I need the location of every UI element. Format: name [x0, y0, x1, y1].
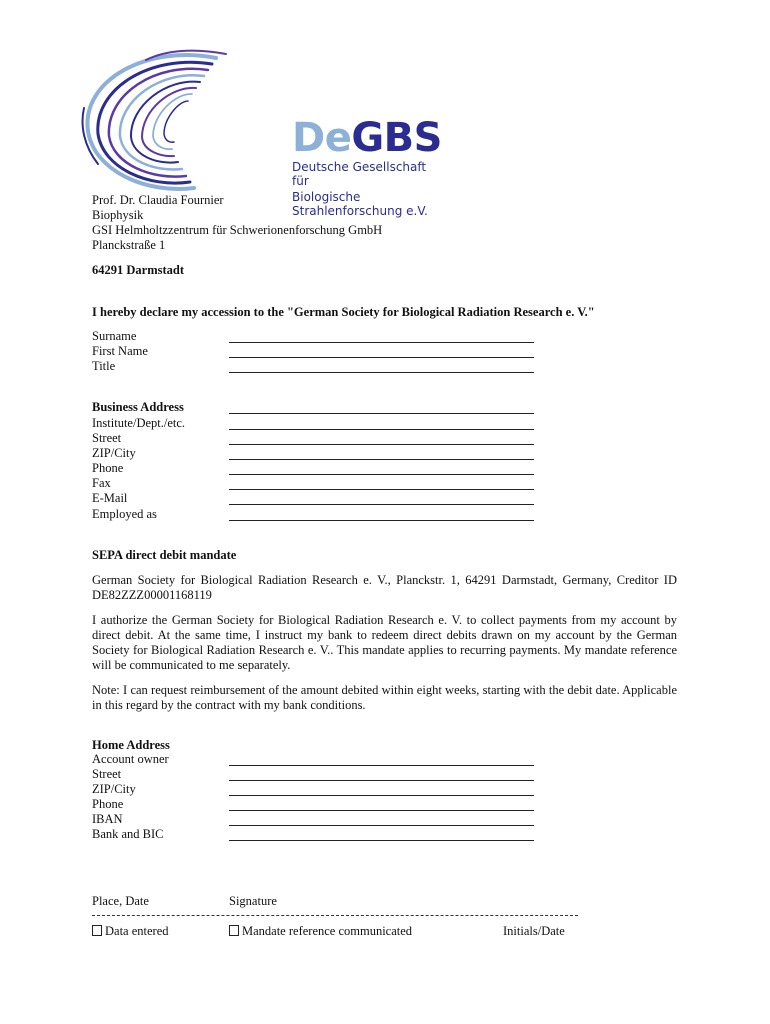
data-entered-label: Data entered: [105, 924, 169, 938]
field-line[interactable]: [229, 357, 534, 358]
title-field[interactable]: [92, 359, 534, 374]
field-label: IBAN: [92, 812, 123, 826]
field-label: Phone: [92, 797, 124, 811]
business-phone-field[interactable]: [92, 461, 534, 476]
checkbox-icon[interactable]: [92, 925, 102, 936]
data-entered-item[interactable]: [92, 924, 169, 939]
bank-bic-field[interactable]: [92, 827, 534, 842]
recipient-city: 64291 Darmstadt: [92, 263, 185, 277]
field-label: E-Mail: [92, 491, 128, 505]
logo-wordmark: [292, 115, 442, 218]
iban-field[interactable]: [92, 812, 534, 827]
first-name-field[interactable]: [92, 344, 534, 359]
business-address-heading: [92, 400, 534, 415]
field-line[interactable]: [229, 765, 534, 766]
employed-as-field[interactable]: [92, 507, 534, 522]
field-label: Account owner: [92, 752, 169, 766]
field-line[interactable]: [229, 459, 534, 460]
signature-divider: [92, 915, 578, 916]
account-owner-field[interactable]: [92, 752, 534, 767]
field-label: Fax: [92, 476, 111, 490]
field-line: [229, 413, 534, 414]
recipient-dept: Biophysik: [92, 208, 144, 222]
fax-field[interactable]: [92, 476, 534, 491]
field-line[interactable]: [229, 444, 534, 445]
field-label: Street: [92, 431, 122, 445]
field-line[interactable]: [229, 489, 534, 490]
field-line[interactable]: [229, 795, 534, 796]
field-line[interactable]: [229, 372, 534, 373]
field-label: Employed as: [92, 507, 157, 521]
surname-field[interactable]: [92, 329, 534, 344]
business-zip-city-field[interactable]: [92, 446, 534, 461]
field-label: First Name: [92, 344, 148, 358]
field-line[interactable]: [229, 504, 534, 505]
mandate-reference-item[interactable]: [229, 924, 412, 939]
field-label: Phone: [92, 461, 124, 475]
field-line[interactable]: [229, 825, 534, 826]
field-line[interactable]: [229, 780, 534, 781]
field-label: ZIP/City: [92, 446, 136, 460]
logo-brand-gbs: GBS: [351, 115, 442, 161]
creditor-paragraph: German Society for Biological Radiation Research e. V., Planckstr. 1, 64291 Darmstadt, Germany, Creditor ID DE82ZZZ00001168119: [92, 573, 677, 602]
field-label: Surname: [92, 329, 137, 343]
field-label: ZIP/City: [92, 782, 136, 796]
home-street-field[interactable]: [92, 767, 534, 782]
field-line[interactable]: [229, 474, 534, 475]
mandate-reference-label: Mandate reference communicated: [242, 924, 413, 938]
recipient-name: Prof. Dr. Claudia Fournier: [92, 193, 224, 207]
section-heading: Business Address: [92, 400, 184, 414]
field-label: Institute/Dept./etc.: [92, 416, 186, 430]
declaration-heading: I hereby declare my accession to the "German Society for Biological Radiation Research e. V.": [92, 305, 595, 319]
checkbox-icon[interactable]: [229, 925, 239, 936]
place-date-label: Place, Date: [92, 894, 149, 908]
field-line[interactable]: [229, 520, 534, 521]
logo-subtitle-2: Biologische Strahlenforschung e.V.: [292, 190, 428, 218]
home-zip-city-field[interactable]: [92, 782, 534, 797]
logo-brand-de: De: [292, 115, 352, 161]
field-line[interactable]: [229, 810, 534, 811]
logo-brand: [292, 115, 442, 161]
logo-subtitle-1: Deutsche Gesellschaft für: [292, 160, 427, 188]
field-label: Title: [92, 359, 116, 373]
signature-label: Signature: [229, 894, 277, 908]
field-label: Bank and BIC: [92, 827, 164, 841]
recipient-org: GSI Helmholtzzentrum für Schwerionenforschung GmbH: [92, 223, 383, 237]
field-line[interactable]: [229, 342, 534, 343]
authorization-paragraph: I authorize the German Society for Biological Radiation Research e. V. to collect payments from my account by direct debit. At the same time, I instruct my bank to redeem direct debits drawn on my account by the German Society for Biological Radiation Research e. V.. This mandate applies to recurring payments. My mandate reference will be communicated to me separately.: [92, 613, 677, 672]
field-line[interactable]: [229, 840, 534, 841]
recipient-street: Planckstraße 1: [92, 238, 166, 252]
field-label: Street: [92, 767, 122, 781]
home-address-heading: Home Address: [92, 738, 170, 752]
home-phone-field[interactable]: [92, 797, 534, 812]
business-street-field[interactable]: [92, 431, 534, 446]
field-line[interactable]: [229, 429, 534, 430]
sepa-heading: SEPA direct debit mandate: [92, 548, 237, 562]
institute-field[interactable]: [92, 416, 534, 431]
email-field[interactable]: [92, 491, 534, 506]
initials-date-label: Initials/Date: [503, 924, 565, 938]
note-paragraph: Note: I can request reimbursement of the amount debited within eight weeks, starting with the debit date. Applicable in this regard by the contract with my bank conditions.: [92, 683, 677, 712]
